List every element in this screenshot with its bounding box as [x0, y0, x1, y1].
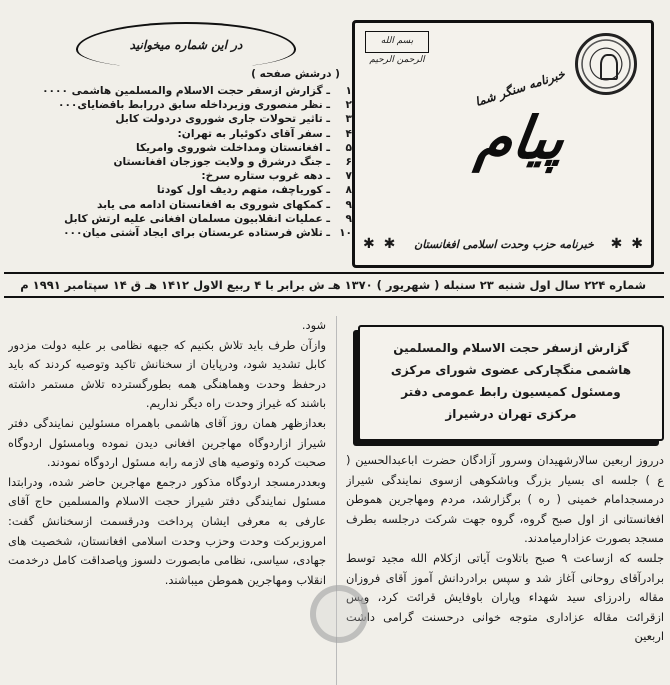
- star-ornament-icon: ✱ ✱: [610, 236, 645, 252]
- contents-item[interactable]: ۴ـ سفر آقای دکوئیار به تهران:: [177, 127, 352, 140]
- article-body-right: [346, 451, 664, 647]
- bismillah-label: بسم الله الرحمن الرحیم: [365, 31, 429, 53]
- contents-item[interactable]: ۹ـ کمکهای شوروی به افغانستان ادامه می یابد: [96, 198, 352, 211]
- contents-list: [14, 84, 352, 254]
- star-ornament-icon: ✱ ✱: [363, 236, 398, 252]
- left-column: [8, 316, 326, 685]
- contents-item[interactable]: ۱ـ گزارش ازسفر حجت الاسلام والمسلمین هاشمی ۰۰۰۰: [42, 85, 352, 97]
- headline-line: گزارش ازسفر حجت الاسلام والمسلمین: [393, 341, 629, 355]
- contents-item[interactable]: ۲ـ نظر منصوری وزیرداخله سابق دررابط باقضایای۰۰۰: [57, 99, 352, 112]
- contents-item[interactable]: ۷ـ دهه غروب ستاره سرخ:: [201, 170, 352, 183]
- contents-item[interactable]: ۱۰ـ تلاش فرستاده عربستان برای ایجاد آشتی میان۰۰۰: [63, 227, 352, 240]
- masthead: [352, 20, 654, 268]
- contents-item[interactable]: ۸ـ کوریاچف، متهم ردیف اول کودتا: [156, 184, 352, 197]
- issue-date-line: شماره ۲۲۴ سال اول شنبه ۲۳ سنبله ( شهریور ) ۱۳۷۰ هـ ش برابر با ۴ ربیع الاول ۱۴۱۲ هـ ق ۱۴ سپتامبر ۱۹۹۱ م: [4, 272, 664, 298]
- contents-item[interactable]: ۵ـ افغانستان ومداخلت شوروی وامریکا: [135, 141, 352, 154]
- contents-item[interactable]: ۶ـ جنگ درشرق و ولایت جوزجان افغانستان: [113, 156, 352, 169]
- article-paragraph: وازآن طرف باید تلاش بکنیم که جبهه نظامی بر علیه دولت مزدور کابل تشدید شود، ودرپایان از سخنانش تاکید وتوصیه کردند که باید درحفظ وحدت وهماهنگی همه بطورگسترده تلاش مستمر داشته باشند که غیراز وحدت راه دیگر نداریم.: [8, 337, 326, 411]
- contents-heading: در این شماره میخوانید: [76, 22, 296, 68]
- contents-item[interactable]: ۳ـ تاثیر تحولات جاری شوروی دردولت کابل: [115, 113, 352, 126]
- contents-item[interactable]: ۹ـ عملیات انقلابیون مسلمان افغانی علیه ارتش کابل: [64, 212, 352, 225]
- headline-line: هاشمی منگچارکی عضوی شورای مرکزی: [390, 363, 632, 377]
- article-paragraph: بعدازظهر همان روز آقای هاشمی باهمراه مسئولین نمایندگی دفتر شیراز ازاردوگاه مهاجرین افغانی دیدن نموده وبامسئول اردوگاه صحبت کرده وتوصیه های لازمه رابه مسئول اردوگاه نمودند.: [8, 415, 326, 470]
- headline-line: مرکزی تهران درشیراز: [445, 407, 577, 421]
- masthead-tagline-row: [363, 231, 645, 257]
- article-paragraph: وبعددرمسجد اردوگاه مذکور درجمع مهاجرین حاضر شده، ودرابتدا مسئول نمایندگی دفتر شیراز حجت الاسلام والمسلمین حاج آقای عارفی به معرفی ایشان پرداخت ودرقسمت ازسخنانش گفت: امروزبرکت وحدت وحزب وحدت اسلامی افغانستان، شخصیت های جهادی، سیاسی، نظامی مابصورت دلسوز وپاصداقت کامل درخدمت انقلاب ومهاجرین هموطن میباشند.: [8, 474, 326, 587]
- contents-subheading: ( درشش صفحه ): [251, 68, 340, 80]
- nameplate-subtitle: خبرنامه سنگر شما: [473, 66, 567, 110]
- article-paragraph: شود.: [301, 318, 326, 332]
- right-column: [346, 325, 664, 685]
- headline-box: [358, 325, 664, 441]
- watermark-stamp-icon: [310, 585, 368, 643]
- article-paragraph: جلسه که ازساعت ۹ صبح باتلاوت آیاتی ازکلام الله مجید توسط برادرآقای روحانی آغاز شد و سپس برادردانش آموز آقای فروزان مقاله رادرزای سید شهداء وپاران باوفایش قرائت کرد، وپس ازقرائت مقاله عزاداری متوجه خوانی درحسنت گرامی داشت اربعین: [346, 550, 664, 644]
- masthead-tagline: خبرنامه حزب وحدت اسلامی افغانستان: [414, 237, 594, 251]
- nameplate-title: پیام: [472, 104, 570, 172]
- headline-line: ومسئول کمیسیون رابط عمومی دفتر: [401, 385, 621, 399]
- article-paragraph: درروز اربعین سالارشهیدان وسرور آزادگان حضرت اباعبدالحسین ( ع ) جلسه ای بسیار بزرگ وباشکوهی ازسوی نمایندگی شیراز درمسجدامام خمینی ( ره ) برگزارشد، مردم ومهاجرین هموطن افغانستانی از اول صبح گروه، گروه جهت شرکت درجلسه بطرف مسجد بصورت عزادارمیامدند.: [346, 453, 664, 546]
